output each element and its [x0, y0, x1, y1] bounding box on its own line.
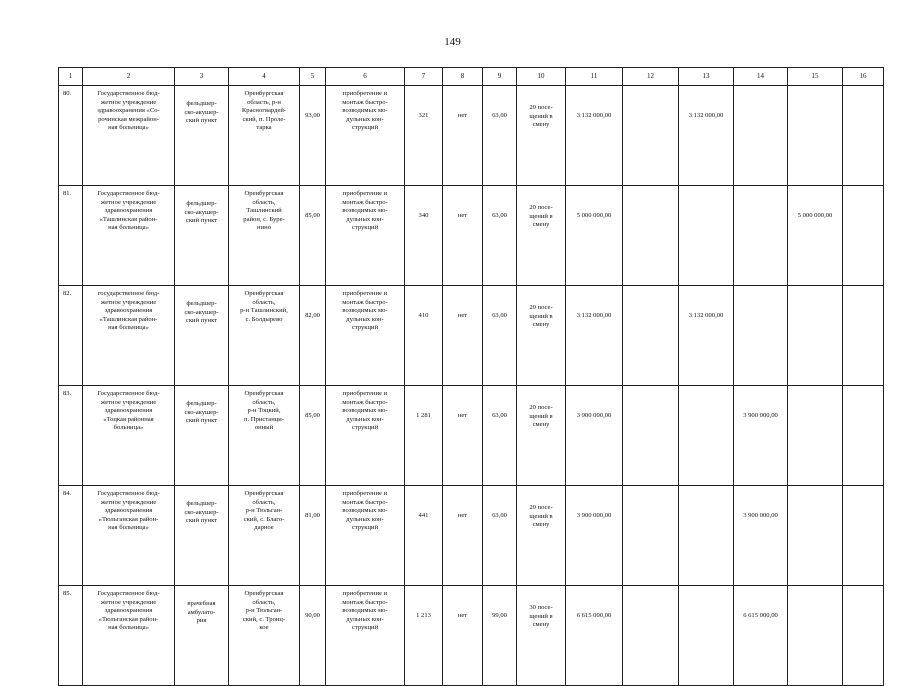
header-cell-col1: 1 — [59, 68, 83, 86]
cell-col14: 3 900 000,00 — [734, 386, 788, 486]
cell-col16 — [843, 586, 884, 686]
cell-col10: 20 посе- щений в смену — [517, 386, 566, 486]
cell-col6: приобретение и монтаж быстро- возводимых мо- дульных кон- струкций — [326, 586, 405, 686]
cell-col5: 82,00 — [300, 286, 326, 386]
table-row — [59, 286, 884, 386]
header-cell-col4: 4 — [229, 68, 300, 86]
table-row — [59, 486, 884, 586]
table-row — [59, 186, 884, 286]
page-number: 149 — [444, 36, 461, 48]
cell-col12 — [623, 286, 679, 386]
cell-col16 — [843, 186, 884, 286]
cell-col15: 5 000 000,00 — [788, 186, 843, 286]
header-cell-col15: 15 — [788, 68, 843, 86]
cell-col13 — [679, 186, 734, 286]
cell-col10: 20 посе- щений в смену — [517, 86, 566, 186]
cell-col8: нет — [443, 186, 483, 286]
cell-col3: фельдшер- ско-акушер- ский пункт — [175, 386, 229, 486]
header-cell-col5: 5 — [300, 68, 326, 86]
cell-col9: 63,00 — [483, 86, 517, 186]
cell-col1: 83. — [59, 386, 83, 486]
cell-col10: 20 посе- щений в смену — [517, 186, 566, 286]
cell-col3: фельдшер- ско-акушер- ский пункт — [175, 286, 229, 386]
table-row — [59, 86, 884, 186]
cell-col10: 30 посе- щений в смену — [517, 586, 566, 686]
cell-col7: 441 — [405, 486, 443, 586]
header-cell-col12: 12 — [623, 68, 679, 86]
cell-col8: нет — [443, 586, 483, 686]
cell-col2: Государственное бюд- жетное учреждение здравоохранения «Тюльганская район- ная больница» — [83, 586, 175, 686]
cell-col2: государственное бюд- жетное учреждение здравоохранения «Ташлинская район- ная больница» — [83, 286, 175, 386]
cell-col9: 63,00 — [483, 486, 517, 586]
cell-col11: 3 132 000,00 — [566, 286, 623, 386]
header-cell-col2: 2 — [83, 68, 175, 86]
cell-col5: 81,00 — [300, 486, 326, 586]
cell-col6: приобретение и монтаж быстро- возводимых мо- дульных кон- струкций — [326, 86, 405, 186]
cell-col3: врачебная амбулато- рия — [175, 586, 229, 686]
cell-col4: Оренбургская область, р-н Ташлинский, с. Болдырево — [229, 286, 300, 386]
cell-col6: приобретение и монтаж быстро- возводимых мо- дульных кон- струкций — [326, 286, 405, 386]
cell-col8: нет — [443, 86, 483, 186]
cell-col15 — [788, 386, 843, 486]
cell-col15 — [788, 586, 843, 686]
cell-col5: 85,00 — [300, 386, 326, 486]
cell-col4: Оренбургская область, р-н Тюльган- ский, с. Благо- дарное — [229, 486, 300, 586]
cell-col11: 3 900 000,00 — [566, 486, 623, 586]
cell-col12 — [623, 386, 679, 486]
header-cell-col11: 11 — [566, 68, 623, 86]
cell-col9: 63,00 — [483, 186, 517, 286]
cell-col1: 80. — [59, 86, 83, 186]
cell-col16 — [843, 386, 884, 486]
cell-col12 — [623, 86, 679, 186]
cell-col3: фельдшер- ско-акушер- ский пункт — [175, 86, 229, 186]
cell-col11: 6 615 000,00 — [566, 586, 623, 686]
cell-col13: 3 132 000,00 — [679, 86, 734, 186]
cell-col16 — [843, 86, 884, 186]
header-cell-col13: 13 — [679, 68, 734, 86]
cell-col3: фельдшер- ско-акушер- ский пункт — [175, 486, 229, 586]
header-cell-col6: 6 — [326, 68, 405, 86]
cell-col5: 93,00 — [300, 86, 326, 186]
cell-col6: приобретение и монтаж быстро- возводимых мо- дульных кон- струкций — [326, 486, 405, 586]
cell-col8: нет — [443, 486, 483, 586]
cell-col12 — [623, 186, 679, 286]
cell-col14: 6 615 000,00 — [734, 586, 788, 686]
cell-col7: 321 — [405, 86, 443, 186]
cell-col9: 63,00 — [483, 386, 517, 486]
header-cell-col9: 9 — [483, 68, 517, 86]
cell-col3: фельдшер- ско-акушер- ский пункт — [175, 186, 229, 286]
cell-col14 — [734, 186, 788, 286]
cell-col7: 410 — [405, 286, 443, 386]
cell-col2: Государственное бюд- жетное учреждение здравоохранения «Ташлинская район- ная больница» — [83, 186, 175, 286]
cell-col13 — [679, 586, 734, 686]
cell-col1: 85. — [59, 586, 83, 686]
cell-col12 — [623, 486, 679, 586]
header-cell-col10: 10 — [517, 68, 566, 86]
cell-col13 — [679, 486, 734, 586]
cell-col14: 3 900 000,00 — [734, 486, 788, 586]
header-cell-col16: 16 — [843, 68, 884, 86]
cell-col6: приобретение и монтаж быстро- возводимых мо- дульных кон- струкций — [326, 186, 405, 286]
cell-col9: 63,00 — [483, 286, 517, 386]
cell-col11: 3 132 000,00 — [566, 86, 623, 186]
header-cell-col3: 3 — [175, 68, 229, 86]
table-row — [59, 586, 884, 686]
cell-col12 — [623, 586, 679, 686]
cell-col10: 20 посе- щений в смену — [517, 286, 566, 386]
cell-col8: нет — [443, 386, 483, 486]
cell-col4: Оренбургская область, Ташлинский район, с. Буре- нино — [229, 186, 300, 286]
cell-col7: 1 281 — [405, 386, 443, 486]
cell-col13: 3 132 000,00 — [679, 286, 734, 386]
cell-col16 — [843, 286, 884, 386]
cell-col10: 20 посе- щений в смену — [517, 486, 566, 586]
cell-col7: 1 213 — [405, 586, 443, 686]
header-cell-col14: 14 — [734, 68, 788, 86]
cell-col14 — [734, 86, 788, 186]
table-row — [59, 386, 884, 486]
cell-col13 — [679, 386, 734, 486]
cell-col9: 99,00 — [483, 586, 517, 686]
cell-col16 — [843, 486, 884, 586]
cell-col11: 5 000 000,00 — [566, 186, 623, 286]
cell-col1: 81. — [59, 186, 83, 286]
header-cell-col7: 7 — [405, 68, 443, 86]
cell-col4: Оренбургская область, р-н Тюльган- ский, с. Троиц- кое — [229, 586, 300, 686]
cell-col8: нет — [443, 286, 483, 386]
cell-col11: 3 900 000,00 — [566, 386, 623, 486]
header-cell-col8: 8 — [443, 68, 483, 86]
cell-col15 — [788, 86, 843, 186]
cell-col7: 340 — [405, 186, 443, 286]
cell-col15 — [788, 286, 843, 386]
cell-col14 — [734, 286, 788, 386]
cell-col6: приобретение и монтаж быстро- возводимых мо- дульных кон- струкций — [326, 386, 405, 486]
cell-col5: 90,00 — [300, 586, 326, 686]
cell-col2: Государственное бюд- жетное учреждение здравоохранения «Тоцкая районная больница» — [83, 386, 175, 486]
cell-col4: Оренбургская область, р-н Тоцкий, п. Пристанци- онный — [229, 386, 300, 486]
cell-col5: 85,00 — [300, 186, 326, 286]
cell-col1: 84. — [59, 486, 83, 586]
data-table — [58, 67, 884, 686]
cell-col4: Оренбургская область, р-н Красногвардей- ский, п. Проле- тарка — [229, 86, 300, 186]
cell-col15 — [788, 486, 843, 586]
table-header-row — [59, 68, 884, 86]
table-body — [59, 68, 884, 686]
cell-col2: Государственное бюд- жетное учреждение здравоохранения «Тюльганская район- ная больница» — [83, 486, 175, 586]
cell-col2: Государственное бюд- жетное учреждение здравоохранения «Со- рочинская межрайон- ная больница» — [83, 86, 175, 186]
cell-col1: 82. — [59, 286, 83, 386]
